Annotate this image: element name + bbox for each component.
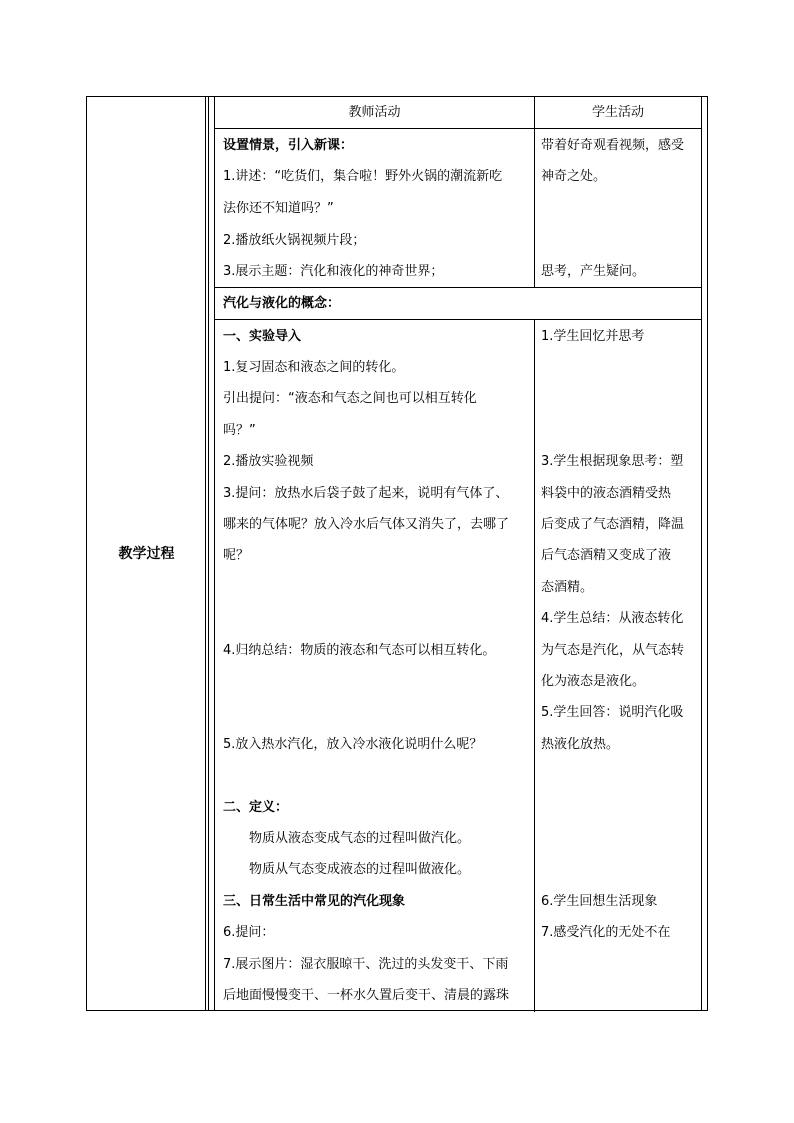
intro-title: 设置情景，引入新课： <box>223 138 354 153</box>
student-line: 态酒精。 <box>541 580 594 595</box>
header-divider <box>215 128 701 129</box>
row-divider-1 <box>215 287 701 288</box>
teacher-line: 7.展示图片：湿衣服晾干、洗过的头发变干、下雨 <box>223 957 509 972</box>
teacher-line: 5.放入热水汽化，放入冷水液化说明什么呢？ <box>223 737 483 752</box>
student-line: 为气态是汽化，从气态转 <box>541 643 685 658</box>
teacher-line: 2.播放纸火锅视频片段； <box>223 233 366 248</box>
column-divider-top <box>534 97 535 287</box>
row-divider-2 <box>215 319 701 320</box>
side-column <box>87 97 206 1010</box>
student-line: 1.学生回忆并思考 <box>541 329 645 344</box>
teacher-line: 3.提问：放热水后袋子鼓了起来，说明有气体了、 <box>223 486 509 501</box>
teacher-line: 法你还不知道吗？” <box>223 201 334 216</box>
teacher-line: 哪来的气体呢？放入冷水后气体又消失了，去哪了 <box>223 517 510 532</box>
student-header: 学生活动 <box>591 105 644 120</box>
definition-line: 物质从气态变成液态的过程叫做液化。 <box>249 862 471 877</box>
student-line: 后气态酒精又变成了液 <box>541 548 672 563</box>
student-line: 7.感受汽化的无处不在 <box>541 925 671 940</box>
heading-experiment: 一、实验导入 <box>223 329 302 344</box>
student-line: 3.学生根据现象思考：塑 <box>541 454 684 469</box>
student-line: 思考，产生疑问。 <box>541 264 646 279</box>
student-line: 化为液态是液化。 <box>541 674 646 689</box>
student-line: 6.学生回想生活现象 <box>541 894 658 909</box>
teacher-line: 4.归纳总结：物质的液态和气态可以相互转化。 <box>223 643 496 658</box>
activity-table <box>214 97 702 1010</box>
teacher-line: 6.提问： <box>223 925 275 940</box>
section-title: 汽化与液化的概念： <box>223 296 341 311</box>
teacher-line: 1.讲述：“吃货们，集合啦！野外火锅的潮流新吃 <box>223 169 503 184</box>
teacher-line: 吗？” <box>223 423 256 438</box>
student-line: 后变成了气态酒精，降温 <box>541 517 685 532</box>
student-line: 神奇之处。 <box>541 169 607 184</box>
teacher-line: 引出提问：“液态和气态之间也可以相互转化 <box>223 391 477 406</box>
student-line: 4.学生总结：从液态转化 <box>541 611 684 626</box>
heading-daily-life: 三、日常生活中常见的汽化现象 <box>223 894 406 909</box>
lesson-table <box>86 96 708 1011</box>
student-line: 5.学生回答：说明汽化吸 <box>541 705 684 720</box>
student-line: 带着好奇观看视频，感受 <box>541 138 685 153</box>
column-divider-bottom <box>534 319 535 1012</box>
teacher-line: 呢？ <box>223 548 250 563</box>
student-line: 料袋中的液态酒精受热 <box>541 486 672 501</box>
teacher-line: 3.展示主题：汽化和液化的神奇世界； <box>223 264 444 279</box>
teacher-line: 2.播放实验视频 <box>223 454 314 469</box>
student-line: 热液化放热。 <box>541 737 620 752</box>
heading-definition: 二、定义： <box>223 800 289 815</box>
side-label: 教学过程 <box>118 546 175 562</box>
teacher-header: 教师活动 <box>348 105 401 120</box>
definition-line: 物质从液态变成气态的过程叫做汽化。 <box>249 831 471 846</box>
double-border <box>208 97 209 1010</box>
teacher-line: 后地面慢慢变干、一杯水久置后变干、清晨的露珠 <box>223 988 510 1003</box>
teacher-line: 1.复习固态和液态之间的转化。 <box>223 360 405 375</box>
